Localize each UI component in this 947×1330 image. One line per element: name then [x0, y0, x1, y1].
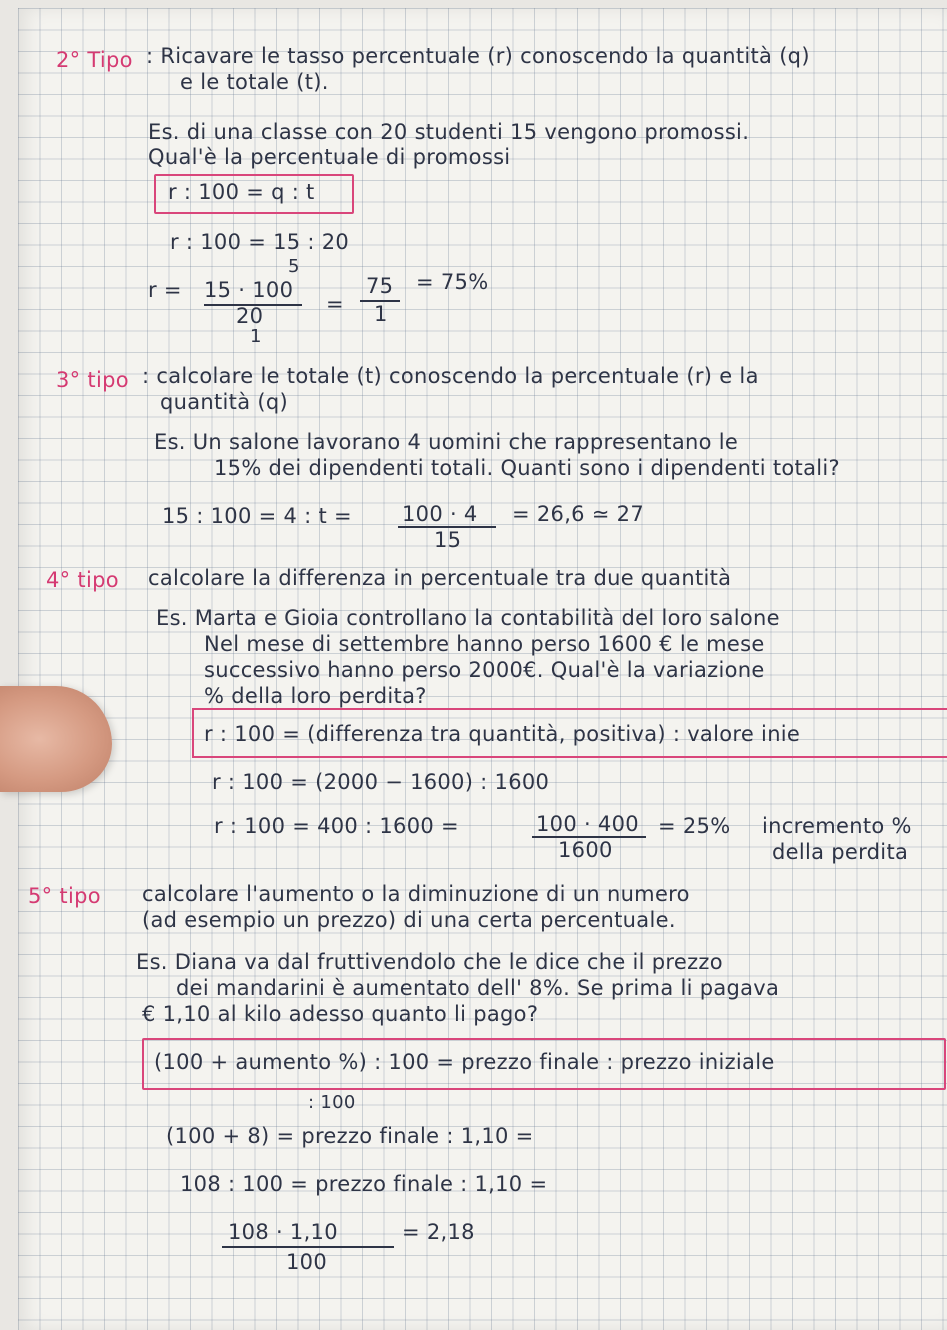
tipo3-label: 3° tipo	[56, 368, 129, 392]
tipo5-example-line2: dei mandarini è aumentato dell' 8%. Se prima li pagava	[176, 976, 780, 1000]
tipo2-step2-frac-num: 75	[366, 274, 394, 298]
tipo4-title: calcolare la differenza in percentuale tra due quantità	[148, 566, 732, 590]
tipo2-step2-frac-den: 1	[374, 302, 388, 326]
tipo5-formula: (100 + aumento %) : 100 = prezzo finale : prezzo iniziale	[154, 1050, 775, 1074]
tipo2-step2-den-simpl: 1	[250, 326, 262, 347]
tipo4-example-line4: % della loro perdita?	[204, 684, 427, 708]
tipo5-fraction-bar	[222, 1246, 394, 1248]
tipo5-step3-result: = 2,18	[402, 1220, 475, 1244]
tipo4-formula: r : 100 = (differenza tra quantità, positiva) : valore inie	[204, 722, 801, 746]
tipo2-step2-den: 20	[236, 304, 264, 328]
tipo4-step2-den: 1600	[558, 838, 613, 862]
tipo4-highlight-bottom	[192, 756, 947, 758]
finger-photo-artifact	[0, 686, 112, 792]
tipo4-example-line3: successivo hanno perso 2000€. Qual'è la variazione	[204, 658, 765, 682]
tipo3-example-line2: 15% dei dipendenti totali. Quanti sono i dipendenti totali?	[214, 456, 840, 480]
tipo2-example-line1: Es. di una classe con 20 studenti 15 vengono promossi.	[148, 120, 750, 144]
tipo5-title-line1: calcolare l'aumento o la diminuzione di un numero	[142, 882, 690, 906]
tipo2-title-line1: : Ricavare le tasso percentuale (r) conoscendo la quantità (q)	[146, 44, 810, 68]
notebook-page	[18, 8, 947, 1330]
tipo5-example-line1: Es. Diana va dal fruttivendolo che le dice che il prezzo	[136, 950, 723, 974]
tipo2-simplify-5: 5	[288, 256, 300, 277]
tipo2-example-line2: Qual'è la percentuale di promossi	[148, 145, 511, 169]
tipo3-title-line2: quantità (q)	[160, 390, 288, 414]
tipo5-step2: 108 : 100 = prezzo finale : 1,10 =	[180, 1172, 548, 1196]
tipo4-example-line2: Nel mese di settembre hanno perso 1600 € le mese	[204, 632, 765, 656]
tipo5-title-line2: (ad esempio un prezzo) di una certa percentuale.	[142, 908, 676, 932]
tipo4-label: 4° tipo	[46, 568, 119, 592]
tipo5-label: 5° tipo	[28, 884, 101, 908]
tipo3-title-line1: : calcolare le totale (t) conoscendo la percentuale (r) e la	[142, 364, 759, 388]
tipo4-example-line1: Es. Marta e Gioia controllano la contabilità del loro salone	[156, 606, 780, 630]
tipo2-step2-num: 15 · 100	[204, 278, 294, 302]
tipo2-step1: r : 100 = 15 : 20	[170, 230, 350, 254]
tipo4-highlight-top	[192, 708, 947, 710]
tipo2-step2-result: = 75%	[416, 270, 489, 294]
tipo4-highlight-left	[192, 708, 194, 758]
tipo3-example-line1: Es. Un salone lavorano 4 uomini che rappresentano le	[154, 430, 739, 454]
tipo4-step1: r : 100 = (2000 − 1600) : 1600	[212, 770, 550, 794]
tipo4-step2-result: = 25%	[658, 814, 731, 838]
tipo5-example-line3: € 1,10 al kilo adesso quanto li pago?	[142, 1002, 539, 1026]
tipo5-step1: (100 + 8) = prezzo finale : 1,10 =	[166, 1124, 534, 1148]
tipo4-step2-num: 100 · 400	[536, 812, 639, 836]
tipo2-formula: r : 100 = q : t	[168, 180, 315, 204]
tipo2-step2-prefix: r =	[148, 278, 182, 302]
tipo2-label: 2° Tipo	[56, 48, 133, 72]
tipo5-step3-num: 108 · 1,10	[228, 1220, 338, 1244]
tipo3-calc-prefix: 15 : 100 = 4 : t =	[162, 504, 352, 528]
tipo3-calc-num: 100 · 4	[402, 502, 478, 526]
tipo3-calc-result: = 26,6 ≃ 27	[512, 502, 644, 526]
tipo5-note-100: : 100	[308, 1092, 356, 1113]
tipo4-note-line1: incremento %	[762, 814, 912, 838]
tipo2-step2-eq: =	[326, 292, 344, 316]
tipo4-step2-prefix: r : 100 = 400 : 1600 =	[214, 814, 459, 838]
tipo2-title-line2: e le totale (t).	[180, 70, 329, 94]
tipo3-calc-den: 15	[434, 528, 462, 552]
tipo5-step3-den: 100	[286, 1250, 327, 1274]
tipo4-note-line2: della perdita	[772, 840, 909, 864]
